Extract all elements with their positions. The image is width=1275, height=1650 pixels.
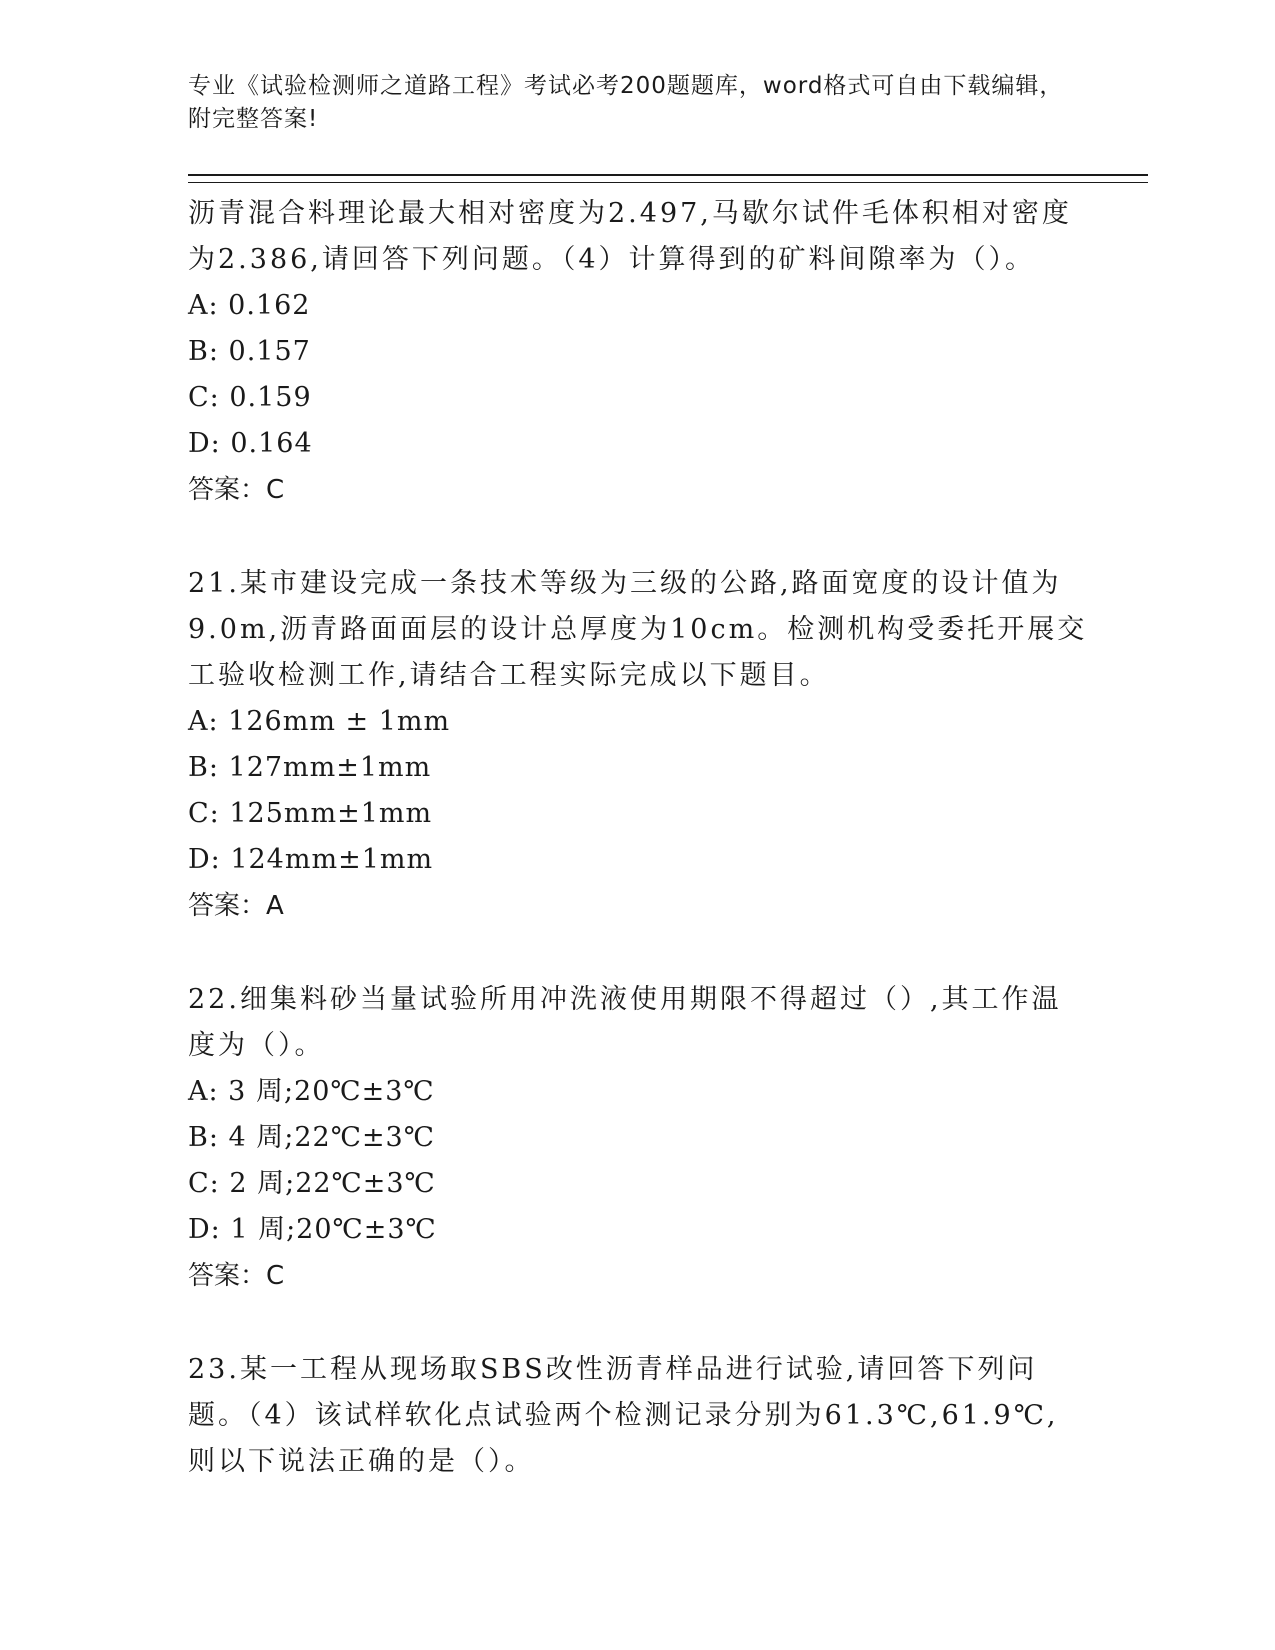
question-text: 22.细集料砂当量试验所用冲洗液使用期限不得超过（）,其工作温度为（）。 [188, 984, 1062, 1061]
document-page [188, 70, 1148, 1485]
spacer [188, 513, 1148, 553]
answer-line: 答案：C [188, 475, 285, 505]
option-c: C: 125mm±1mm [188, 798, 433, 829]
option-a: A: 0.162 [188, 290, 311, 321]
option-d: D: 1 周;20℃±3℃ [188, 1214, 437, 1245]
question-text: 23.某一工程从现场取SBS改性沥青样品进行试验,请回答下列问题。（4）该试样软化点试验两个检测记录分别为61.3℃,61.9℃,则以下说法正确的是（）。 [188, 1354, 1059, 1477]
answer-line: 答案：A [188, 891, 284, 921]
question-block-1 [188, 191, 1148, 513]
option-a: A: 126mm ± 1mm [188, 706, 451, 737]
question-text: 沥青混合料理论最大相对密度为2.497,马歇尔试件毛体积相对密度为2.386,请回答下列问题。（4）计算得到的矿料间隙率为（）。 [188, 198, 1072, 275]
option-d: D: 0.164 [188, 428, 313, 459]
option-a: A: 3 周;20℃±3℃ [188, 1076, 435, 1107]
spacer [188, 929, 1148, 969]
option-c: C: 2 周;22℃±3℃ [188, 1168, 436, 1199]
option-b: B: 127mm±1mm [188, 752, 432, 783]
option-b: B: 0.157 [188, 336, 311, 367]
spacer [188, 1299, 1148, 1339]
answer-line: 答案：C [188, 1261, 285, 1291]
question-block-21 [188, 561, 1148, 929]
header-divider [188, 174, 1148, 183]
question-block-22 [188, 977, 1148, 1299]
question-text: 21.某市建设完成一条技术等级为三级的公路,路面宽度的设计值为9.0m,沥青路面面层的设计总厚度为10cm。检测机构受委托开展交工验收检测工作,请结合工程实际完成以下题目。 [188, 568, 1088, 691]
option-b: B: 4 周;22℃±3℃ [188, 1122, 435, 1153]
option-d: D: 124mm±1mm [188, 844, 434, 875]
option-c: C: 0.159 [188, 382, 312, 413]
document-header: 专业《试验检测师之道路工程》考试必考200题题库，word格式可自由下载编辑，附完整答案! [188, 73, 1064, 132]
question-block-23 [188, 1347, 1148, 1485]
